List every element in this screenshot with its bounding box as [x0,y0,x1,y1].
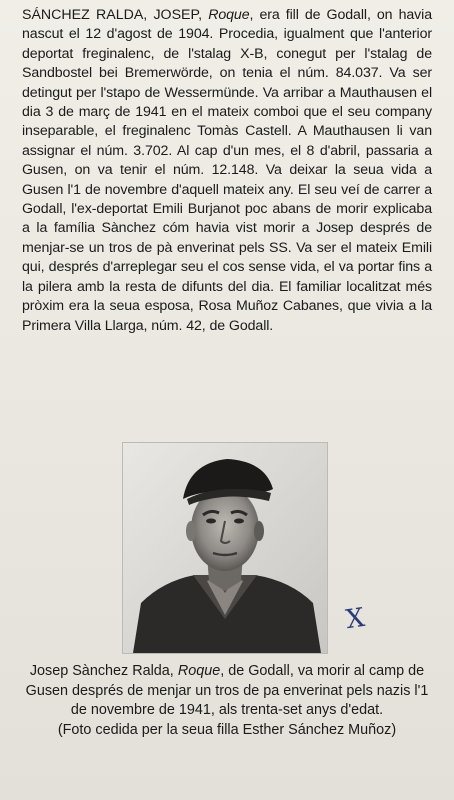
caption-credit: (Foto cedida per la seua filla Esther Sánchez Muñoz) [57,721,397,738]
caption-nickname: Roque [177,663,221,679]
caption-name: Josep Sànchez Ralda, [29,663,174,679]
photo-caption [20,662,434,740]
handwritten-x-mark: X [344,602,367,636]
biography-paragraph [22,6,432,336]
biography-nickname: Roque [208,7,250,23]
biography-name: SÁNCHEZ RALDA, JOSEP, [22,7,203,23]
caption-text: , de Godall, va morir al camp de Gusen després de menjar un tros de pa enverinat pels nazis l'1 de novembre de 1941, als trenta-set anys d'edat. [25,663,429,719]
biography-text: , era fill de Godall, on havia nascut el 12 d'agost de 1904. Procedia, igualment que l'anterior deportat freginalenc, de l'stalag X-B, conegut per l'stalag de Sandbostel bei Bremerwörde, on tenia el núm. 84.037. Va ser detingut per l'stapo de Wessermünde. Va arribar a Mauthausen el dia 3 de març de 1941 en el mateix comboi que el seu company inseparable, el freginalenc Tomàs Castell. A Mauthausen li van assignar el núm. 3.702. Al cap d'un mes, el 8 d'abril, passaria a Gusen, on va tenir el núm. 12.148. Va deixar la seua vida a Gusen l'1 de novembre d'aquell mateix any. El seu veí de carrer a Godall, l'ex-deportat Emili Burjanot poc abans de morir explicaba a la família Sànchez cóm havia vist morir a Josep després de menjar-se un tros de pà enverinat pels SS. Va ser el mateix Emili qui, després d'arreplegar seu el cos sense vida, el va portar fins a la pilera amb la resta de difunts del dia. El familiar localitzat més pròxim era la seua esposa, Rosa Muñoz Cabanes, que vivia a la Primera Villa Llarga, núm. 42, de Godall. [22,7,432,334]
portrait-photo [122,442,328,654]
portrait-image [123,443,327,653]
